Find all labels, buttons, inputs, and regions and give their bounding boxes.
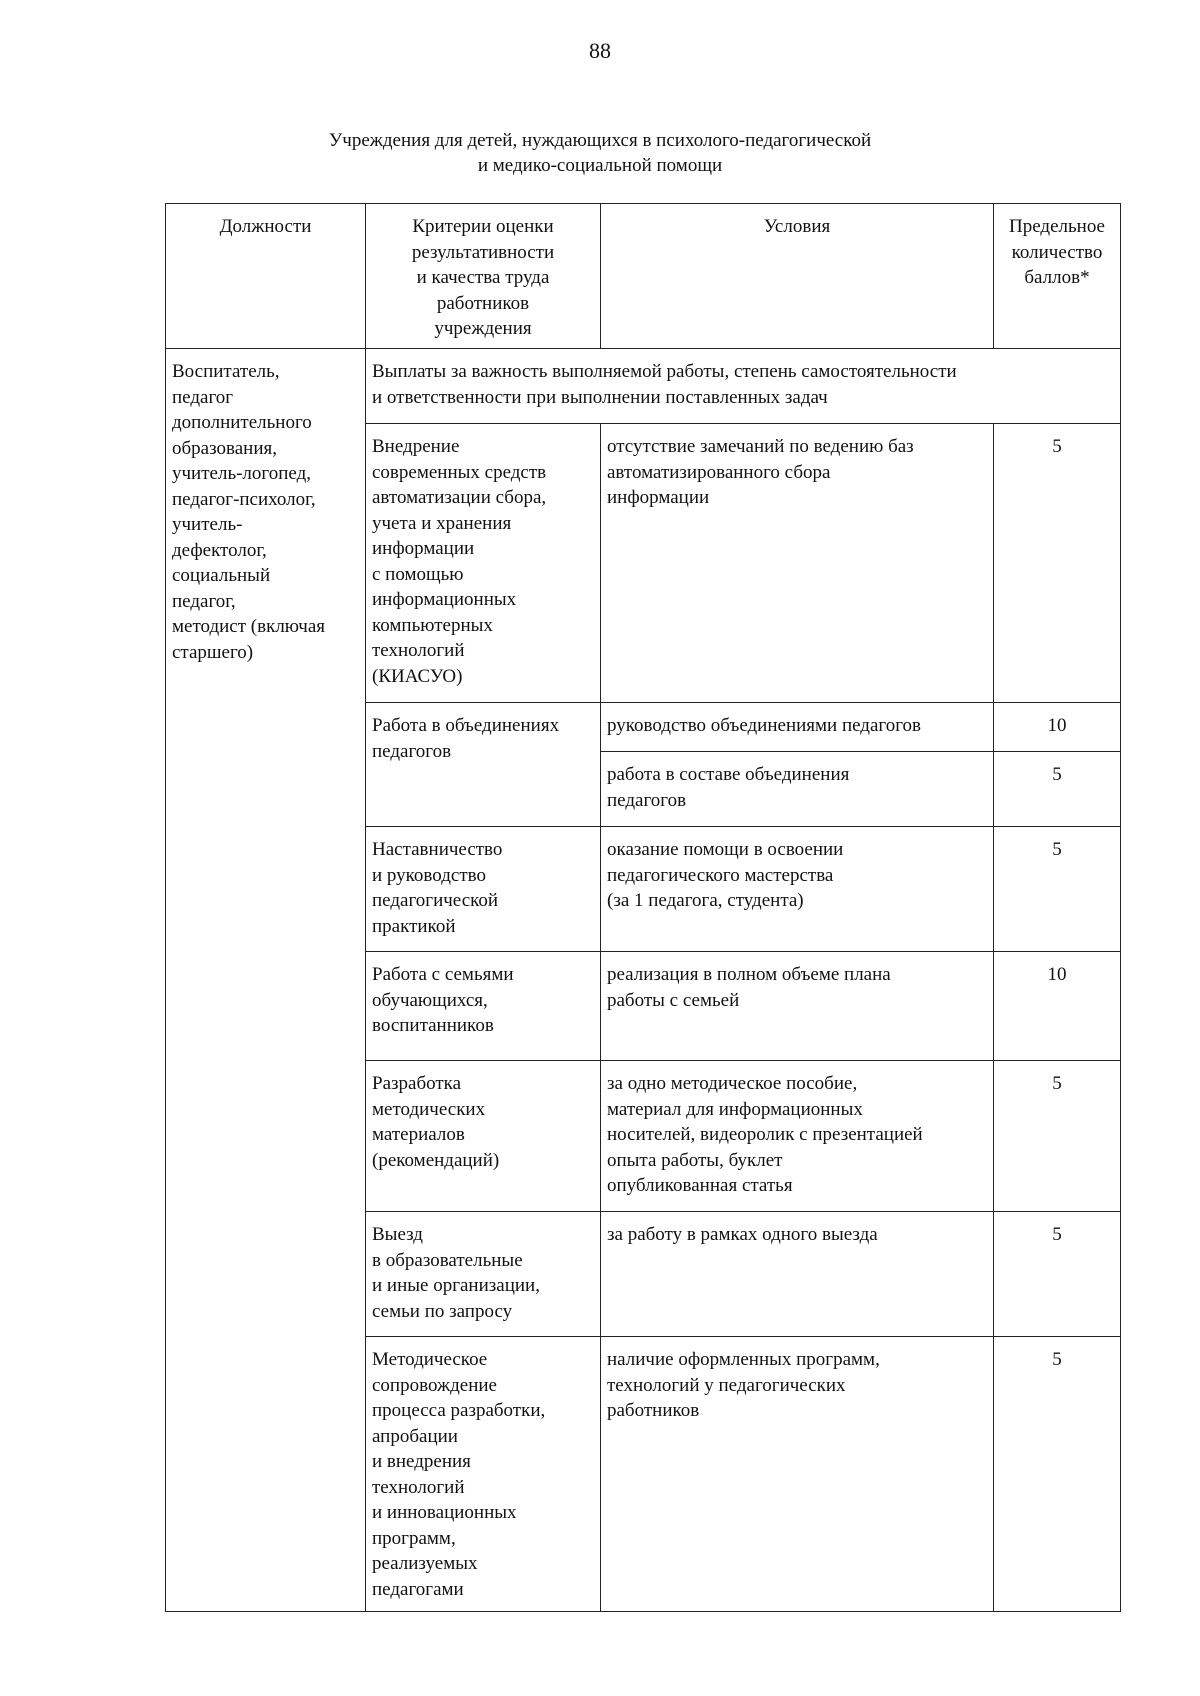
header-position: Должности — [166, 204, 366, 349]
condition-cell: оказание помощи в освоении педагогического мастерства (за 1 педагога, студента) — [601, 827, 994, 952]
condition-cell: работа в составе объединения педагогов — [601, 752, 994, 827]
condition-cell: наличие оформленных программ, технологий у педагогических работников — [601, 1337, 994, 1612]
condition-cell: за работу в рамках одного выезда — [601, 1212, 994, 1337]
score-cell: 5 — [994, 1212, 1121, 1337]
criterion-cell: Выезд в образовательные и иные организации, семьи по запросу — [366, 1212, 601, 1337]
score-cell: 5 — [994, 752, 1121, 827]
section-row — [166, 349, 1121, 424]
position-cell: Воспитатель, педагог дополнительного образования, учитель-логопед, педагог-психолог, учитель- дефектолог, социальный педагог, методист (включая старшего) — [166, 349, 366, 1612]
criteria-table — [165, 203, 1121, 1612]
condition-cell: руководство объединениями педагогов — [601, 703, 994, 752]
criterion-cell: Работа с семьями обучающихся, воспитанников — [366, 952, 601, 1061]
condition-cell: реализация в полном объеме плана работы с семьей — [601, 952, 994, 1061]
condition-cell: за одно методическое пособие, материал для информационных носителей, видеоролик с презентацией опыта работы, буклет опубликованная статья — [601, 1061, 994, 1212]
title-line-2: и медико-социальной помощи — [477, 155, 723, 176]
header-criteria: Критерии оценки результативности и качества труда работников учреждения — [366, 204, 601, 349]
header-max-score: Предельное количество баллов* — [994, 204, 1121, 349]
score-cell: 5 — [994, 827, 1121, 952]
criterion-cell: Методическое сопровождение процесса разработки, апробации и внедрения технологий и инновационных программ, реализуемых педагогами — [366, 1337, 601, 1612]
criterion-cell: Внедрение современных средств автоматизации сбора, учета и хранения информации с помощью информационных компьютерных технологий (КИАСУО) — [366, 424, 601, 703]
header-row — [166, 204, 1121, 349]
score-cell: 5 — [994, 424, 1121, 703]
title-line-1: Учреждения для детей, нуждающихся в психолого-педагогической — [328, 130, 872, 151]
criterion-cell: Разработка методических материалов (рекомендаций) — [366, 1061, 601, 1212]
score-cell: 10 — [994, 703, 1121, 752]
criterion-cell: Работа в объединениях педагогов — [366, 703, 601, 827]
section-heading: Выплаты за важность выполняемой работы, степень самостоятельности и ответственности при выполнении поставленных задач — [366, 349, 1121, 424]
score-cell: 5 — [994, 1337, 1121, 1612]
page-number: 88 — [589, 38, 611, 63]
header-conditions: Условия — [601, 204, 994, 349]
criterion-cell: Наставничество и руководство педагогической практикой — [366, 827, 601, 952]
condition-cell: отсутствие замечаний по ведению баз автоматизированного сбора информации — [601, 424, 994, 703]
score-cell: 10 — [994, 952, 1121, 1061]
score-cell: 5 — [994, 1061, 1121, 1212]
document-title — [0, 128, 1200, 178]
